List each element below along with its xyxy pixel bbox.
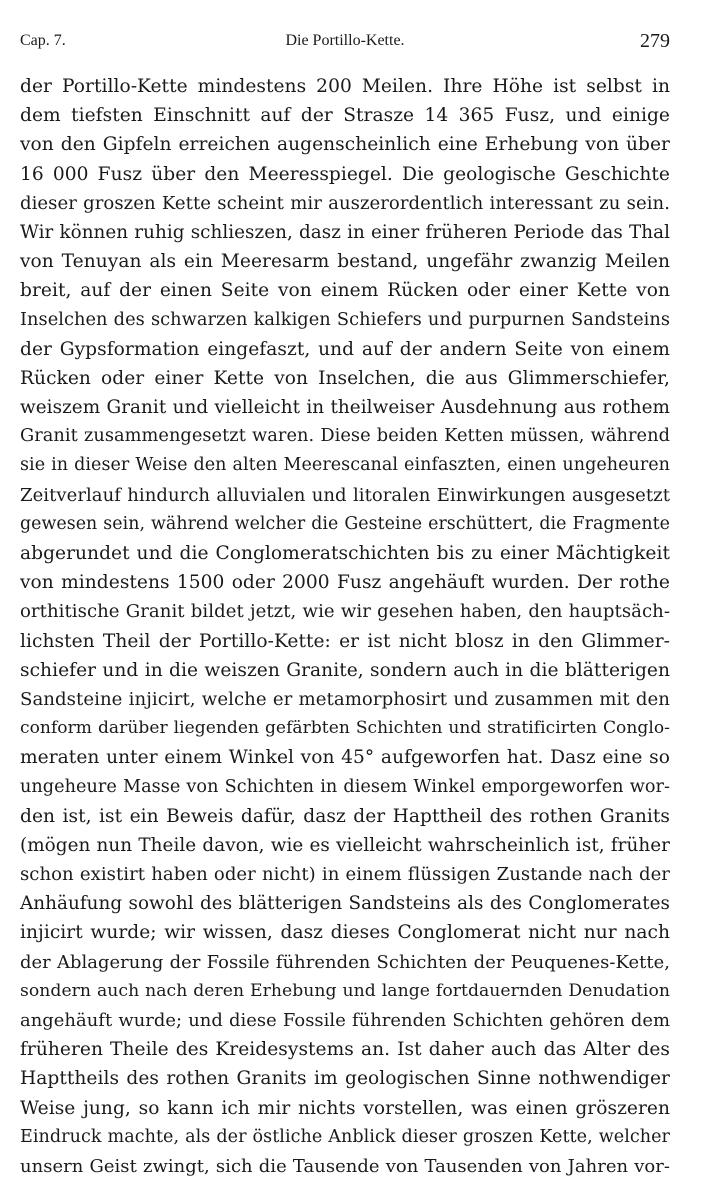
text-line: von Tenuyan als ein Meeresarm bestand, ungefähr zwanzig Meilen (20, 251, 670, 273)
text-line: abgerundet und die Conglomeratschichten bis zu einer Mächtigkeit (20, 543, 670, 564)
text-line: Eindruck machte, als der östliche Anblick dieser groszen Kette, welcher (20, 1126, 670, 1147)
text-line: Zeitverlauf hindurch alluvialen und litoralen Einwirkungen ausgesetzt (20, 484, 670, 506)
text-line: Granit zusammengesetzt waren. Diese beiden Ketten müssen, während (20, 426, 670, 447)
text-line: gewesen sein, während welcher die Gesteine erschüttert, die Fragmente (20, 513, 670, 534)
running-title: Die Portillo-Kette. (285, 32, 405, 49)
text-line: 16 000 Fusz über den Meeresspiegel. Die geologische Geschichte (20, 163, 670, 185)
text-line: lichsten Theil der Portillo-Kette: er ist nicht blosz in den Glimmer- (20, 630, 670, 652)
text-line: Inselchen des schwarzen kalkigen Schiefers und purpurnen Sandsteins (20, 309, 670, 330)
running-head (20, 30, 670, 56)
text-line: schiefer und in die weiszen Granite, sondern auch in die blätterigen (20, 659, 670, 681)
text-line: meraten unter einem Winkel von 45° aufgeworfen hat. Dasz eine so (20, 747, 670, 769)
text-line: ungeheure Masse von Schichten in diesem Winkel emporgeworfen wor- (20, 776, 670, 797)
text-line: angehäuft wurde; und diese Fossile führenden Schichten gehören dem (20, 1010, 670, 1031)
text-line: conform darüber liegenden gefärbten Schichten und stratificirten Conglo- (20, 718, 670, 739)
text-line: von mindestens 1500 oder 2000 Fusz angehäuft wurden. Der rothe (20, 572, 670, 594)
text-line: schon existirt haben oder nicht) in einem flüssigen Zustande nach der (20, 864, 670, 886)
text-line: Hapttheils des rothen Granits im geologischen Sinne nothwendiger (20, 1068, 670, 1090)
text-line: orthitische Granit bildet jetzt, wie wir gesehen haben, den hauptsäch- (20, 601, 670, 623)
text-line: den ist, ist ein Beweis dafür, dasz der Hapttheil des rothen Granits (20, 805, 670, 827)
text-line: sondern auch nach deren Erhebung und lange fortdauernden Denudation (20, 980, 670, 1001)
text-line: Wir können ruhig schlieszen, dasz in einer früheren Periode das Thal (20, 221, 670, 243)
text-line: Rücken oder einer Kette von Inselchen, die aus Glimmerschiefer, (20, 367, 670, 389)
text-line: sie in dieser Weise den alten Meerescanal einfaszten, einen ungeheuren (20, 455, 670, 476)
text-line: von den Gipfeln erreichen augenscheinlich eine Erhebung von über (20, 134, 670, 156)
text-line: breit, auf der einen Seite von einem Rücken oder einer Kette von (20, 280, 670, 302)
chapter-label: Cap. 7. (20, 32, 66, 49)
text-line: früheren Theile des Kreidesystems an. Ist daher auch das Alter des (20, 1039, 670, 1061)
page-number: 279 (640, 30, 670, 52)
text-line: (mögen nun Theile davon, wie es vielleicht wahrscheinlich ist, früher (20, 834, 670, 856)
text-line: dem tiefsten Einschnitt auf der Strasze 14 365 Fusz, und einige (20, 105, 670, 127)
text-line: injicirt wurde; wir wissen, dasz dieses Conglomerat nicht nur nach (20, 922, 670, 944)
text-line: Weise jung, so kann ich mir nichts vorstellen, was einen gröszeren (20, 1097, 670, 1119)
text-line: der Gypsformation eingefaszt, und auf der andern Seite von einem (20, 338, 670, 360)
text-line: weiszem Granit und vielleicht in theilweiser Ausdehnung aus rothem (20, 397, 670, 419)
text-line: unsern Geist zwingt, sich die Tausende von Tausenden von Jahren vor- (20, 1155, 670, 1177)
text-line: Anhäufung sowohl des blätterigen Sandsteins als des Conglomerates (20, 893, 670, 915)
text-line: der Ablagerung der Fossile führenden Schichten der Peuquenes-Kette, (20, 951, 670, 973)
text-line: Sandsteine injicirt, welche er metamorphosirt und zusammen mit den (20, 688, 670, 710)
text-line: der Portillo-Kette mindestens 200 Meilen. Ihre Höhe ist selbst in (20, 76, 670, 97)
text-line: dieser groszen Kette scheint mir auszerordentlich interessant zu sein. (20, 192, 670, 214)
body-paragraph (20, 72, 670, 1181)
